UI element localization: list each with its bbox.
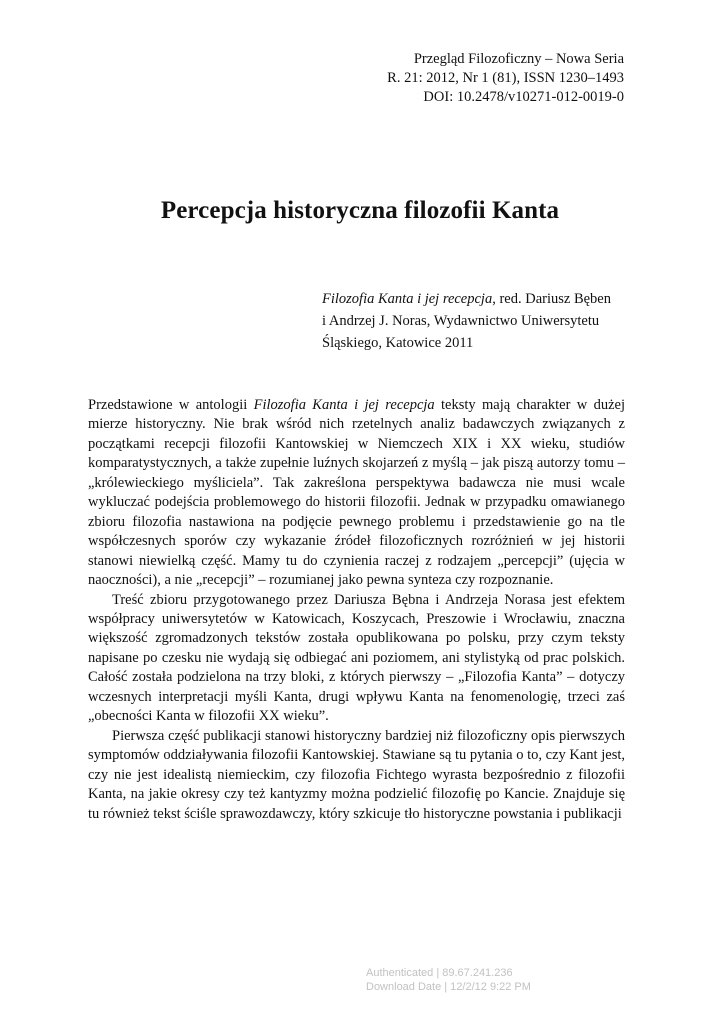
watermark-download-date: Download Date | 12/2/12 9:22 PM [366, 981, 531, 993]
journal-issue: R. 21: 2012, Nr 1 (81), ISSN 1230–1493 [387, 70, 624, 86]
citation-line-2: i Andrzej J. Noras, Wydawnictwo Uniwersytetu [322, 313, 600, 329]
article-title: Percepcja historyczna filozofii Kanta [160, 197, 560, 224]
citation-book-title: Filozofia Kanta i jej recepcja [322, 291, 493, 307]
journal-name: Przegląd Filozoficzny – Nowa Seria [413, 51, 624, 67]
paragraph-1: Przedstawione w antologii Filozofia Kanta i jej recepcja teksty mają charakter w dużej mierze historyczny. Nie brak wśród nich rzetelnych analiz badawczych związanych z początkami recepcji filozofii Kantowskiej w Niemczech XIX i XX wieku, studiów komparatystycznych, a także zupełnie luźnych skojarzeń z myślą – jak piszą autorzy tomu – „królewieckiego myśliciela”. Tak zakreślona perspektywa badawcza nie musi wcale wykluczać podejścia problemowego do historii filozofii. Jednak w przypadku omawianego zbioru filozofia nastawiona na podjęcie pewnego problemu i przedstawienie go na tle współczesnych sporów czy wykazanie źródeł filozoficznych rozróżnień w jej historii stanowi niewielką część. Mamy tu do czynienia raczej z rodzajem „percepcji” (ujęcia w naoczności), a nie „recepcji” – rozumianej jako pewna synteza czy rozpoznanie. [88, 397, 625, 589]
journal-header [387, 50, 624, 107]
paragraph-2: Treść zbioru przygotowanego przez Dariusza Bębna i Andrzeja Norasa jest efektem współpracy uniwersytetów w Katowicach, Koszycach, Preszowie i Wrocławiu, znaczna większość zgromadzonych tekstów została opublikowana po polsku, przy czym teksty napisane po czesku nie wydają się odbiegać ani poziomem, ani stylistyką od prac polskich. Całość została podzielona na trzy bloki, z których pierwszy – „Filozofia Kanta” – dotyczy wczesnych interpretacji myśli Kanta, drugi wpływu Kanta na fenomenologię, trzeci zaś „obecności Kanta w filozofii XX wieku”. [88, 591, 625, 725]
citation-line-1 [322, 288, 632, 310]
paragraph-3: Pierwsza część publikacji stanowi historyczny bardziej niż filozoficzny opis pierwszych symptomów oddziaływania filozofii Kantowskiej. Stawiane są tu pytania o to, czy Kant jest, czy nie jest idealistą niemieckim, czy filozofia Fichtego wyrasta bezpośrednio z filozofii Kanta, na jakie okresy czy też kantyzmy można podzielić filozofię po Kancie. Znajduje się tu również tekst ściśle sprawozdawczy, który szkicuje tło historyczne powstania i publikacji [88, 727, 625, 822]
watermark-authenticated: Authenticated | 89.67.241.236 [366, 967, 513, 979]
journal-doi: DOI: 10.2478/v10271-012-0019-0 [423, 89, 624, 105]
download-watermark [366, 966, 566, 994]
book-citation [322, 288, 632, 354]
citation-line-3: Śląskiego, Katowice 2011 [322, 335, 474, 351]
article-body [88, 396, 625, 824]
book-title-inline: Filozofia Kanta i jej recepcja [253, 397, 435, 413]
citation-editors: , red. Dariusz Bęben [492, 291, 611, 307]
